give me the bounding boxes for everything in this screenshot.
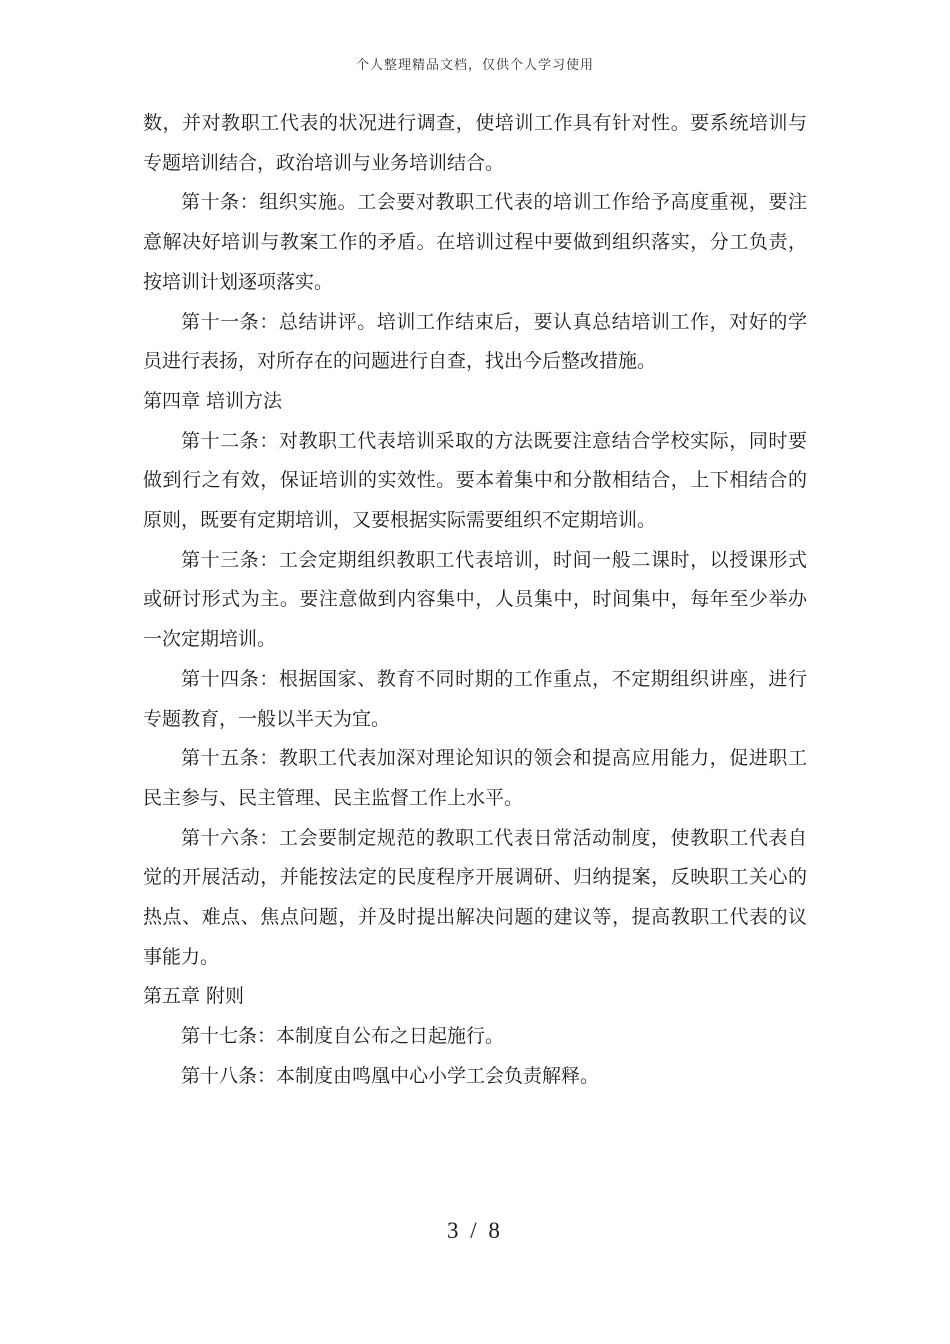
article-10: 第十条：组织实施。工会要对教职工代表的培训工作给予高度重视，要注意解决好培训与教案工作的矛盾。在培训过程中要做到组织落实，分工负责，按培训计划逐项落实。 — [143, 191, 807, 293]
document-body — [143, 104, 807, 1097]
article-13: 第十三条：工会定期组织教职工代表培训，时间一般二课时，以授课形式或研讨形式为主。要注意做到内容集中，人员集中，时间集中，每年至少举办一次定期培训。 — [143, 548, 807, 651]
article-16: 第十六条：工会要制定规范的教职工代表日常活动制度，使教职工代表自觉的开展活动，并能按法定的民度程序开展调研、归纳提案，反映职工关心的热点、难点、焦点问题，并及时提出解决问题的建议等，提高教职工代表的议事能力。 — [143, 826, 807, 968]
page-number: 3 / 8 — [447, 1218, 503, 1243]
article-11: 第十一条：总结讲评。培训工作结束后，要认真总结培训工作，对好的学员进行表扬，对所存在的问题进行自查，找出今后整改措施。 — [143, 310, 807, 373]
article-14: 第十四条：根据国家、教育不同时期的工作重点，不定期组织讲座，进行专题教育，一般以半天为宜。 — [143, 667, 807, 730]
paragraph-continuation: 数，并对教职工代表的状况进行调查，使培训工作具有针对性。要系统培训与专题培训结合，政治培训与业务培训结合。 — [143, 112, 807, 174]
chapter-5-heading: 第五章 附则 — [143, 985, 245, 1008]
article-18: 第十八条：本制度由鸣凰中心小学工会负责解释。 — [181, 1064, 600, 1087]
article-12: 第十二条：对教职工代表培训采取的方法既要注意结合学校实际，同时要做到行之有效，保证培训的实效性。要本着集中和分散相结合，上下相结合的原则，既要有定期培训，又要根据实际需要组织不定期培训。 — [143, 429, 807, 532]
article-15: 第十五条：教职工代表加深对理论知识的领会和提高应用能力，促进职工民主参与、民主管理、民主监督工作上水平。 — [143, 747, 807, 809]
chapter-4-heading: 第四章 培训方法 — [143, 389, 283, 412]
article-17: 第十七条：本制度自公布之日起施行。 — [181, 1025, 505, 1048]
header-note: 个人整理精品文档，仅供个人学习使用 — [355, 58, 594, 73]
